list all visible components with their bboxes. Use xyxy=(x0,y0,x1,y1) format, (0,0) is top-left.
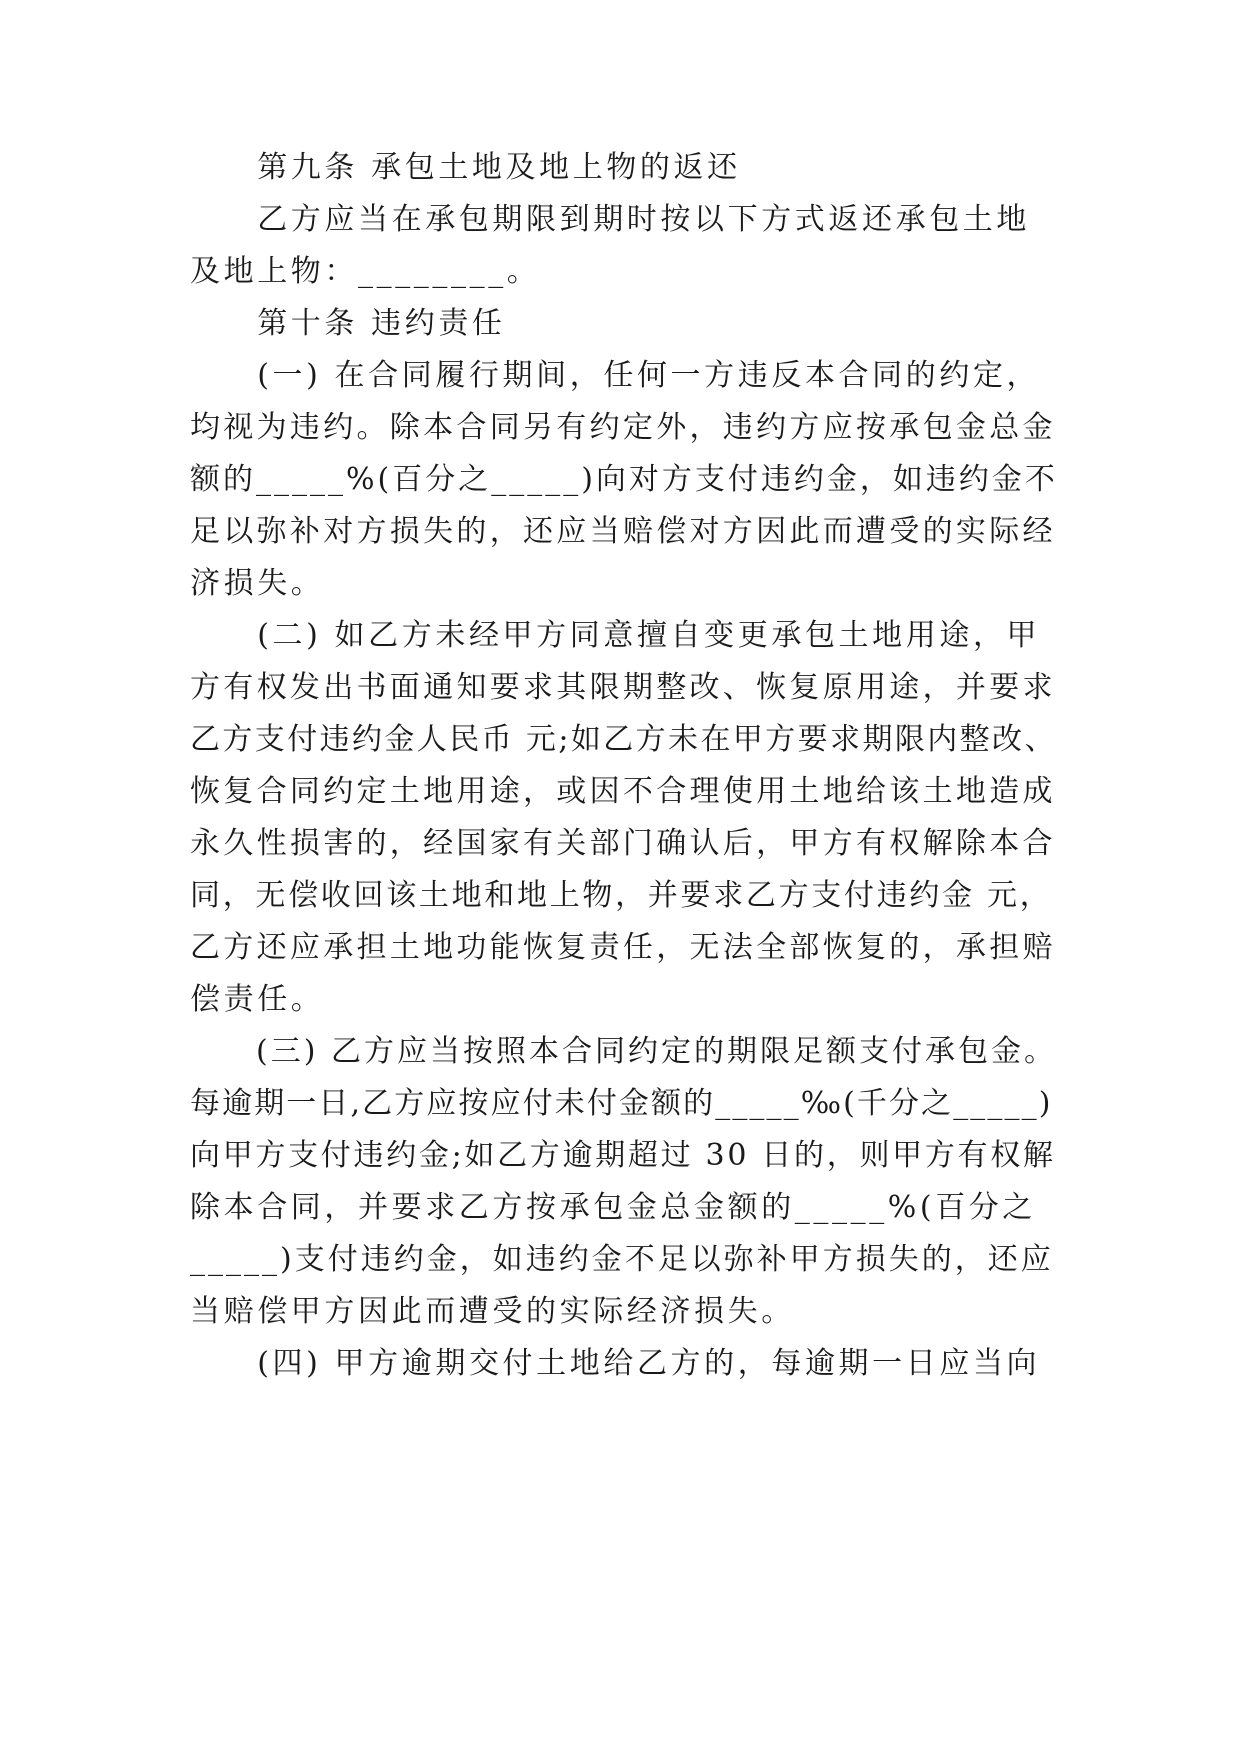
paragraph-line: 额的_____%(百分之_____)向对方支付违约金，如违约金不 xyxy=(190,462,1058,497)
article-10-heading: 第十条 违约责任 xyxy=(190,306,506,341)
paragraph-line: 除本合同，并要求乙方按承包金总金额的_____%(百分之 xyxy=(190,1190,1037,1225)
paragraph-line: _____)支付违约金，如违约金不足以弥补甲方损失的，还应 xyxy=(190,1242,1054,1277)
paragraph-line: 及地上物：________。 xyxy=(190,254,541,289)
paragraph-line: 向甲方支付违约金;如乙方逾期超过 30 日的，则甲方有权解 xyxy=(190,1138,1056,1173)
paragraph-line: 每逾期一日,乙方应按应付未付金额的_____‰(千分之_____) xyxy=(190,1086,1053,1121)
paragraph-line: 乙方支付违约金人民币 元;如乙方未在甲方要求期限内整改、 xyxy=(190,722,1057,757)
paragraph-line: (二) 如乙方未经甲方同意擅自变更承包土地用途，甲 xyxy=(190,618,1041,653)
paragraph-line: 永久性损害的，经国家有关部门确认后，甲方有权解除本合 xyxy=(190,826,1056,861)
paragraph-line: (三) 乙方应当按照本合同约定的期限足额支付承包金。 xyxy=(190,1034,1057,1069)
article-9-heading: 第九条 承包土地及地上物的返还 xyxy=(190,150,741,185)
paragraph-line: 乙方还应承担土地功能恢复责任，无法全部恢复的，承担赔 xyxy=(190,930,1056,965)
paragraph-line: 偿责任。 xyxy=(190,982,325,1017)
paragraph-line: 恢复合同约定土地用途，或因不合理使用土地给该土地造成 xyxy=(190,774,1056,809)
paragraph-line: 均视为违约。除本合同另有约定外，违约方应按承包金总金 xyxy=(190,410,1056,445)
paragraph-line: 济损失。 xyxy=(190,566,325,601)
paragraph-line: 同，无偿收回该土地和地上物，并要求乙方支付违约金 元， xyxy=(190,878,1053,913)
paragraph-line: 当赔偿甲方因此而遭受的实际经济损失。 xyxy=(190,1294,795,1329)
paragraph-line: 乙方应当在承包期限到期时按以下方式返还承包土地 xyxy=(190,202,1030,237)
paragraph-line: 方有权发出书面通知要求其限期整改、恢复原用途，并要求 xyxy=(190,670,1056,705)
paragraph-line: (一) 在合同履行期间，任何一方违反本合同的约定， xyxy=(190,358,1041,393)
paragraph-line: 足以弥补对方损失的，还应当赔偿对方因此而遭受的实际经 xyxy=(190,514,1056,549)
paragraph-line: (四) 甲方逾期交付土地给乙方的，每逾期一日应当向 xyxy=(190,1346,1041,1381)
